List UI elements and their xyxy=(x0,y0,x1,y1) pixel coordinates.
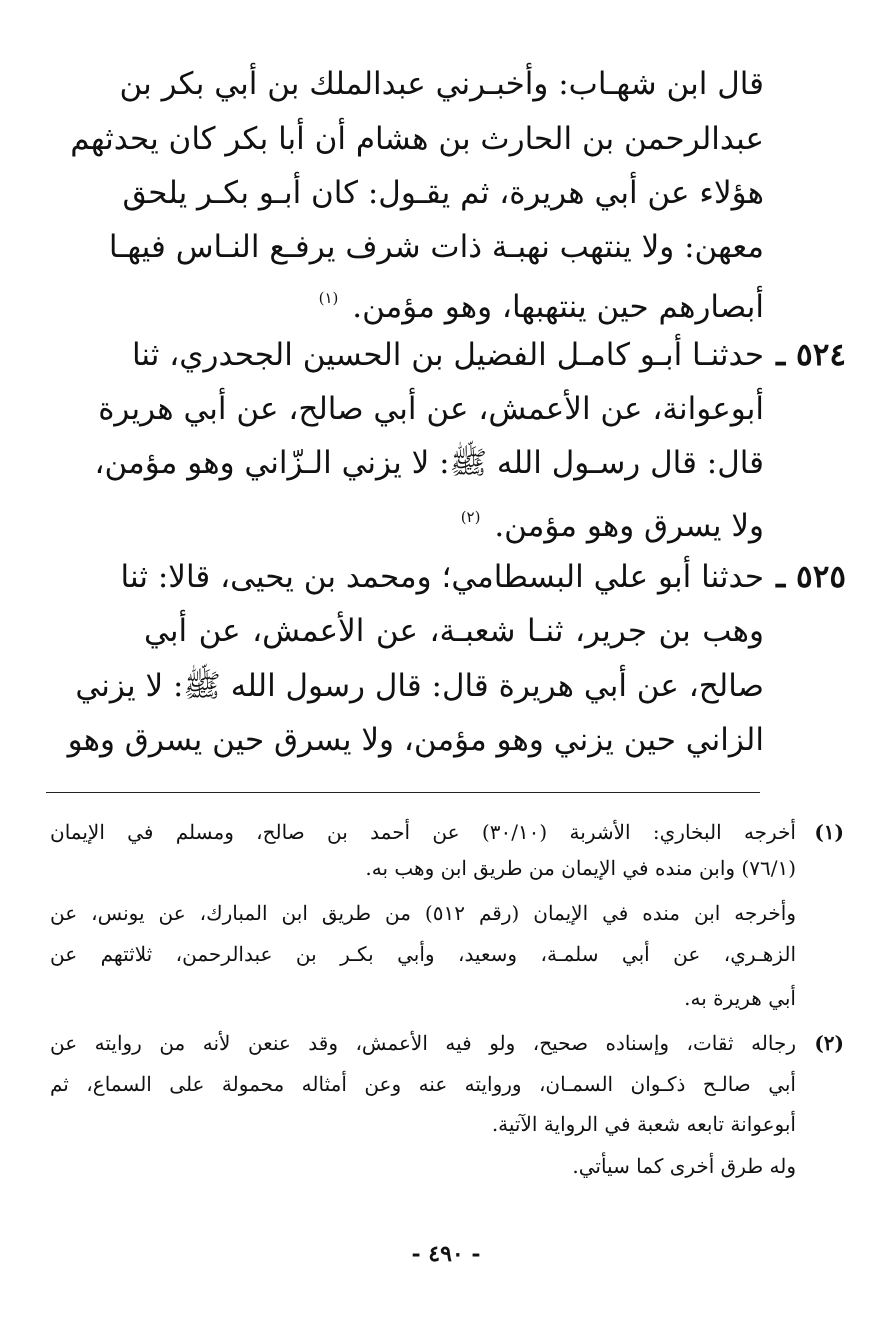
footnote-ref-2[interactable]: (٢) xyxy=(460,508,481,526)
footnote-line: أبي صالـح ذكـوان السمـان، وروايته عنه وعن أمثاله محمولة على السماع، ثم xyxy=(50,1072,796,1096)
footnote-line: (٧٦/١) وابن منده في الإيمان من طريق ابن وهب به. xyxy=(365,856,796,880)
text-line: الزاني حين يزني وهو مؤمن، ولا يسرق حين يسرق وهو xyxy=(67,722,764,758)
page-number: - ٤٩٠ - xyxy=(411,1241,481,1267)
footnote-line: أبوعوانة تابعه شعبة في الرواية الآتية. xyxy=(491,1112,796,1136)
hadith-number-524: ٥٢٤ ـ xyxy=(776,337,846,373)
footnote-line: وله طرق أخرى كما سيأتي. xyxy=(572,1154,796,1178)
text-line: حدثنـا أبـو كامـل الفضيل بن الحسين الجحدري، ثنا xyxy=(131,337,764,373)
text-line: معهن: ولا ينتهب نهبـة ذات شرف يرفـع النـاس فيهـا xyxy=(108,229,764,265)
footnote-line: أخرجه البخاري: الأشربة (٣٠/١٠) عن أحمد بن صالح، ومسلم في الإيمان xyxy=(50,820,796,844)
footnote-line: رجاله ثقات، وإسناده صحيح، ولو فيه الأعمش، وقد عنعن لأنه من روايته عن xyxy=(50,1031,796,1055)
text-line: قال: قال رسـول الله ﷺ: لا يزني الـزّاني وهو مؤمن، xyxy=(94,445,764,481)
text-line: وهب بن جرير، ثنـا شعبـة، عن الأعمش، عن أبي xyxy=(144,613,764,649)
text-line: أبوعوانة، عن الأعمش، عن أبي صالح، عن أبي هريرة xyxy=(98,391,764,427)
text-line-content: ولا يسرق وهو مؤمن. xyxy=(494,508,764,544)
text-line: قال ابن شهـاب: وأخبـرني عبدالملك بن أبي بكر بن xyxy=(119,66,764,102)
hadith-number-525: ٥٢٥ ـ xyxy=(776,559,846,595)
text-line xyxy=(144,272,764,324)
footnote-ref-1[interactable]: (١) xyxy=(318,289,339,307)
text-line: صالح، عن أبي هريرة قال: قال رسول الله ﷺ: لا يزني xyxy=(75,668,764,704)
footnote-line: وأخرجه ابن منده في الإيمان (رقم ٥١٢) من طريق ابن المبارك، عن يونس، عن xyxy=(50,901,796,925)
footnote-line: أبي هريرة به. xyxy=(684,986,796,1010)
text-line: هؤلاء عن أبي هريرة، ثم يقـول: كان أبـو بكـر يلحق xyxy=(122,175,764,211)
text-line xyxy=(144,491,764,543)
footnote-marker-2: (٢) xyxy=(814,1031,844,1055)
footnote-marker-1: (١) xyxy=(814,820,844,844)
text-line-content: أبصارهم حين ينتهبها، وهو مؤمن. xyxy=(352,289,764,325)
text-line: عبدالرحمن بن الحارث بن هشام أن أبا بكر كان يحدثهم xyxy=(70,121,764,157)
footnote-separator xyxy=(46,792,760,793)
footnote-line: الزهـري، عن أبي سلمـة، وسعيد، وأبي بكـر بن عبدالرحمن، ثلاثتهم عن xyxy=(50,942,796,966)
text-line: حدثنا أبو علي البسطامي؛ ومحمد بن يحيى، قالا: ثنا xyxy=(120,559,764,595)
